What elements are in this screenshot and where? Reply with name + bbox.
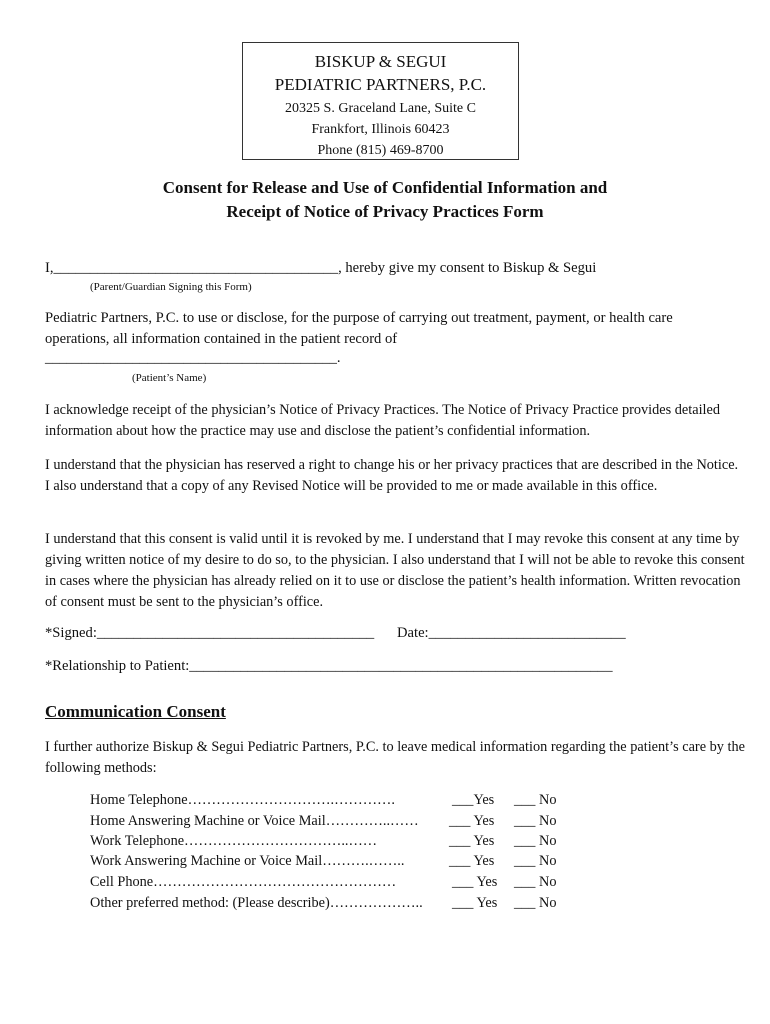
acknowledge-paragraph: I acknowledge receipt of the physician’s Notice of Privacy Practices. The Notice of Privacy Practice provides detailed information about how the practice may use and disclose the patient’s confidential information. (45, 402, 721, 439)
consent-paragraph-line2: operations, all information contained in the patient record of (45, 331, 398, 347)
yes-option[interactable]: ___ Yes (449, 813, 495, 829)
method-label: Work Answering Machine or Voice Mail……….…….. (90, 853, 405, 869)
guardian-consent-line[interactable]: I,_______________________________________, hereby give my consent to Biskup & Segui (45, 260, 597, 276)
practice-address-line1: 20325 S. Graceland Lane, Suite C (285, 101, 476, 116)
practice-address-line2: Frankfort, Illinois 60423 (311, 122, 450, 137)
method-label: Work Telephone……………………………..…… (90, 833, 378, 849)
yes-option[interactable]: ___Yes (452, 792, 495, 808)
communication-consent-heading: Communication Consent (45, 702, 226, 721)
practice-name-line1: BISKUP & SEGUI (314, 52, 447, 71)
method-label: Home Answering Machine or Voice Mail…………..…… (90, 813, 419, 829)
method-label: Cell Phone…………………………………………… (90, 874, 397, 890)
no-option[interactable]: ___ No (514, 792, 557, 808)
communication-intro: I further authorize Biskup & Segui Pediatric Partners, P.C. to leave medical information regarding the patient’s care by the following methods: (45, 739, 745, 776)
yes-option[interactable]: ___ Yes (452, 895, 498, 911)
yes-option[interactable]: ___ Yes (449, 853, 495, 869)
signed-field[interactable]: *Signed:______________________________________ (45, 625, 375, 641)
form-title-line1: Consent for Release and Use of Confidential Information and (162, 178, 608, 197)
method-label: Home Telephone………………………….…………. (90, 792, 395, 808)
form-title-line2: Receipt of Notice of Privacy Practices Form (226, 202, 544, 221)
no-option[interactable]: ___ No (514, 813, 557, 829)
practice-name-line2: PEDIATRIC PARTNERS, P.C. (274, 75, 487, 94)
no-option[interactable]: ___ No (514, 833, 557, 849)
yes-option[interactable]: ___ Yes (449, 833, 495, 849)
reserved-rights-paragraph: I understand that the physician has reserved a right to change his or her privacy practices that are described in the Notice. I also understand that a copy of any Revised Notice will be provided to me or made available in this office. (45, 457, 739, 494)
guardian-caption: (Parent/Guardian Signing this Form) (90, 281, 252, 293)
practice-phone: Phone (815) 469-8700 (317, 143, 444, 158)
relationship-field[interactable]: *Relationship to Patient:__________________________________________________________ (45, 658, 613, 674)
no-option[interactable]: ___ No (514, 874, 557, 890)
date-field[interactable]: Date:___________________________ (397, 625, 626, 641)
patient-name-line[interactable]: ________________________________________. (45, 350, 341, 366)
revocation-paragraph: I understand that this consent is valid until it is revoked by me. I understand that I may revoke this consent at any time by giving written notice of my desire to do so, to the physician. I also understand that I will not be able to revoke this consent in cases where the physician has already relied on it to use or disclose the patient’s health information. Written revocation of consent must be sent to the physician’s office. (45, 531, 745, 610)
method-label: Other preferred method: (Please describe)……………….. (90, 895, 423, 911)
yes-option[interactable]: ___ Yes (452, 874, 498, 890)
practice-header-box (242, 42, 519, 160)
no-option[interactable]: ___ No (514, 895, 557, 911)
patient-caption: (Patient’s Name) (132, 372, 207, 384)
consent-paragraph-line1: Pediatric Partners, P.C. to use or disclose, for the purpose of carrying out treatment, payment, or health care (45, 310, 673, 326)
no-option[interactable]: ___ No (514, 853, 557, 869)
